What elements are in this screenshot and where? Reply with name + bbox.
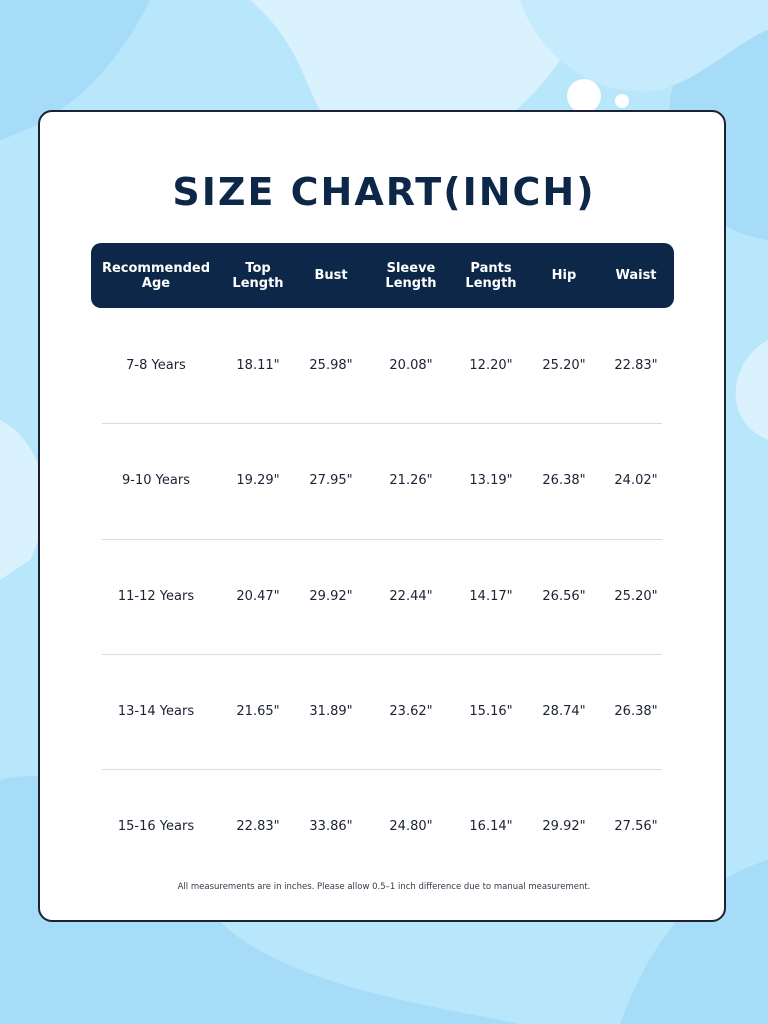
- bubble-large: [567, 79, 601, 113]
- measurement-cell: 12.20": [469, 358, 513, 373]
- bubble-small: [615, 94, 629, 108]
- measurement-cell: 20.08": [389, 358, 433, 373]
- measurement-cell: 27.95": [309, 473, 353, 488]
- measurement-cell: 29.92": [542, 819, 586, 834]
- age-cell: 15-16 Years: [117, 819, 195, 834]
- measurement-cell: 23.62": [389, 704, 433, 719]
- measurement-cell: 22.83": [614, 358, 658, 373]
- table-row: [0, 466, 768, 496]
- column-header-sleeve-length: Sleeve Length: [385, 260, 437, 291]
- size-chart-card: [38, 110, 726, 922]
- measurement-cell: 14.17": [469, 589, 513, 604]
- measurement-note: All measurements are in inches. Please allow 0.5–1 inch difference due to manual measurement.: [177, 882, 591, 892]
- measurement-cell: 25.98": [309, 358, 353, 373]
- measurement-cell: 18.11": [236, 358, 280, 373]
- row-divider: [102, 654, 662, 655]
- measurement-cell: 24.02": [614, 473, 658, 488]
- measurement-cell: 19.29": [236, 473, 280, 488]
- measurement-cell: 28.74": [542, 704, 586, 719]
- measurement-cell: 25.20": [542, 358, 586, 373]
- measurement-cell: 21.26": [389, 473, 433, 488]
- measurement-cell: 20.47": [236, 589, 280, 604]
- table-row: [0, 351, 768, 381]
- age-cell: 9-10 Years: [122, 473, 190, 488]
- measurement-cell: 27.56": [614, 819, 658, 834]
- table-row: [0, 697, 768, 727]
- row-divider: [102, 769, 662, 770]
- column-header-recommended-age: Recommended Age: [101, 260, 211, 291]
- measurement-cell: 22.44": [389, 589, 433, 604]
- measurement-cell: 24.80": [389, 819, 433, 834]
- measurement-cell: 26.38": [542, 473, 586, 488]
- table-row: [0, 582, 768, 612]
- measurement-cell: 26.38": [614, 704, 658, 719]
- measurement-cell: 13.19": [469, 473, 513, 488]
- measurement-cell: 15.16": [469, 704, 513, 719]
- measurement-cell: 26.56": [542, 589, 586, 604]
- measurement-cell: 29.92": [309, 589, 353, 604]
- measurement-cell: 31.89": [309, 704, 353, 719]
- column-header-waist: Waist: [615, 268, 657, 283]
- column-header-top-length: Top Length: [232, 260, 284, 291]
- measurement-cell: 16.14": [469, 819, 513, 834]
- row-divider: [102, 423, 662, 424]
- age-cell: 13-14 Years: [117, 704, 195, 719]
- measurement-cell: 22.83": [236, 819, 280, 834]
- page-title: SIZE CHART(INCH): [172, 170, 596, 214]
- age-cell: 11-12 Years: [117, 589, 195, 604]
- row-divider: [102, 539, 662, 540]
- column-header-hip: Hip: [551, 268, 577, 283]
- age-cell: 7-8 Years: [126, 358, 186, 373]
- measurement-cell: 21.65": [236, 704, 280, 719]
- table-row: [0, 812, 768, 842]
- measurement-cell: 33.86": [309, 819, 353, 834]
- measurement-cell: 25.20": [614, 589, 658, 604]
- column-header-pants-length: Pants Length: [465, 260, 517, 291]
- column-header-bust: Bust: [314, 268, 348, 283]
